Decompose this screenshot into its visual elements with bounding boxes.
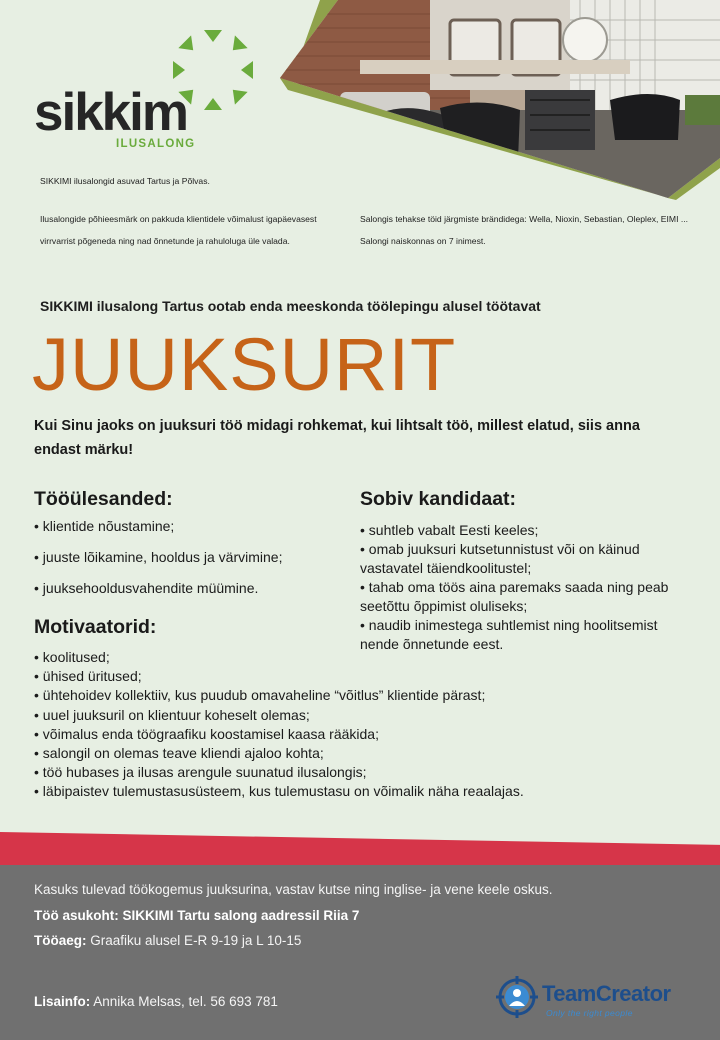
motivators-list [34, 648, 694, 802]
pitch-text: Kui Sinu jaoks on juuksuri töö midagi rohkemat, kui lihtsalt töö, millest elatud, siis anna endast märku! [34, 418, 640, 458]
footer-hours [34, 933, 301, 948]
footer-location [34, 908, 359, 923]
footer-info-label: Lisainfo: [34, 994, 91, 1009]
recruiter-name: TeamCreator [542, 981, 671, 1006]
list-item: • juuksehooldusvahendite müümine. [34, 580, 259, 596]
teamcreator-logo-icon [496, 976, 538, 1018]
list-item: • tahab oma töös aina paremaks saada ning peab seetõttu õppimist oluliseks; [360, 579, 669, 614]
intro-location: SIKKIMI ilusalongid asuvad Tartus ja Põlvas. [40, 176, 210, 186]
list-item: • ühised üritused; [34, 668, 142, 685]
list-item: • läbipaistev tulemustasusüsteem, kus tulemustasu on võimalik näha reaalajas. [34, 783, 524, 800]
list-item: • klientide nõustamine; [34, 518, 175, 534]
footer-hours-label: Tööaeg: [34, 933, 87, 948]
list-item: • võimalus enda töögraafiku koostamisel kaasa rääkida; [34, 725, 379, 742]
list-item: • juuste lõikamine, hooldus ja värvimine; [34, 549, 283, 565]
salon-interior-photo [280, 0, 720, 200]
brand-name: sikkim [34, 83, 188, 142]
list-item: • töö hubases ja ilusas arengule suunatud ilusalongis; [34, 764, 367, 781]
list-item: • salongil on olemas teave kliendi ajaloo kohta; [34, 745, 324, 762]
job-title: JUUKSURIT [32, 323, 457, 406]
footer-info-value: Annika Melsas, tel. 56 693 781 [93, 994, 278, 1009]
brand-subtitle: ILUSALONG [116, 138, 196, 150]
intro-brands: Salongis tehakse töid järgmiste brändidega: Wella, Nioxin, Sebastian, Oleplex, EIMI ... Salongi naiskonnas on 7 inimest. [360, 214, 689, 246]
motivators-heading: Motivaatorid: [34, 616, 157, 638]
list-item: • suhtleb vabalt Eesti keeles; [360, 522, 539, 538]
footer-advantage: Kasuks tulevad töökogemus juuksurina, vastav kutse ning inglise- ja vene keele oskus. [34, 882, 553, 897]
recruiter-slogan: Only the right people [546, 1008, 633, 1018]
list-item: • koolitused; [34, 649, 110, 665]
tasks-heading: Tööülesanded: [34, 488, 173, 510]
list-item: • uuel juuksuril on klientuur koheselt olemas; [34, 706, 310, 723]
lead-text: SIKKIMI ilusalong Tartus ootab enda meeskonda töölepingu alusel töötavat [40, 298, 541, 314]
list-item: • naudib inimestega suhtlemist ning hoolitsemist nende õnnetunde eest. [360, 617, 658, 652]
candidate-list [360, 521, 690, 654]
footer-location-label: Töö asukoht: [34, 908, 119, 923]
footer-location-value: SIKKIMI Tartu salong aadressil Riia 7 [122, 908, 360, 923]
footer-info [34, 994, 278, 1009]
list-item: • omab juuksuri kutsetunnistust või on käinud vastavatel täiendkoolitustel; [360, 541, 640, 576]
tasks-list [34, 517, 282, 610]
intro-goal: Ilusalongide põhieesmärk on pakkuda klientidele võimalust igapäevasest virrvarrist põgeneda ning nad õnnetunde ja rahuloluga üle valada. [40, 214, 317, 246]
list-item: • ühtehoidev kollektiiv, kus puudub omavaheline “võitlus” klientide pärast; [34, 687, 486, 704]
footer-hours-value: Graafiku alusel E-R 9-19 ja L 10-15 [90, 933, 302, 948]
footer-red-band [0, 832, 720, 866]
candidate-heading: Sobiv kandidaat: [360, 488, 517, 510]
